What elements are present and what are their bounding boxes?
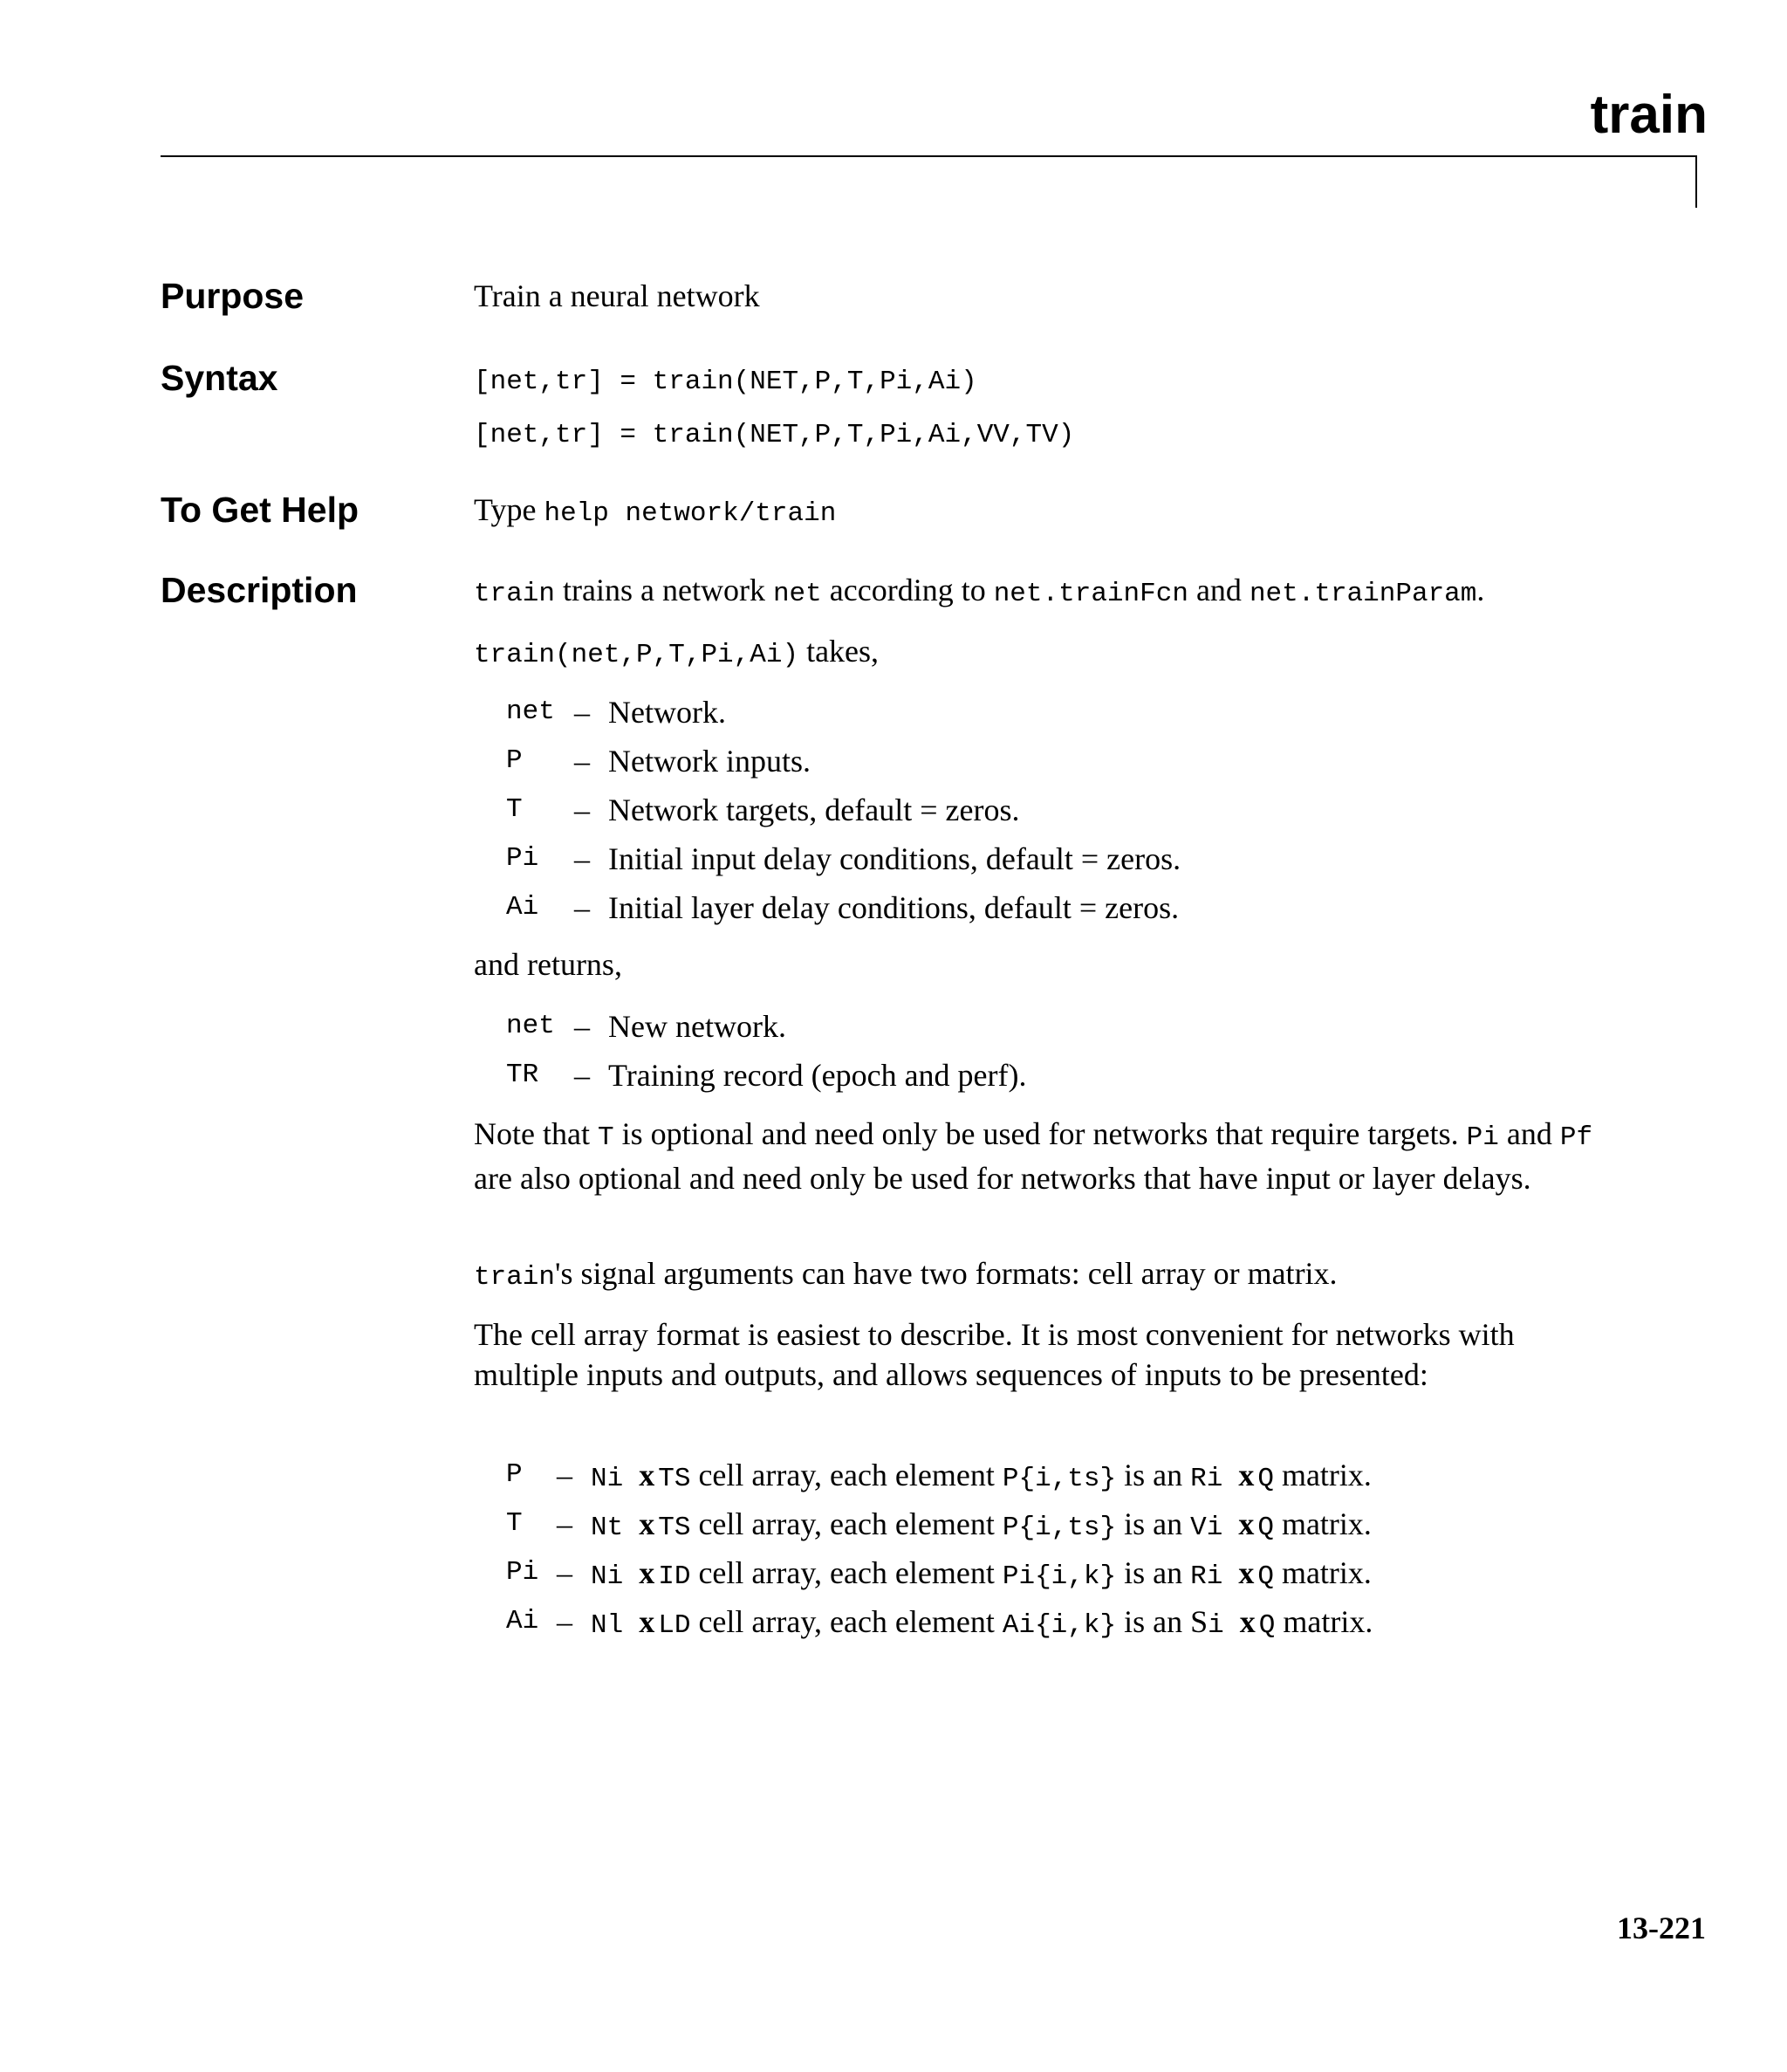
cell-end: matrix. [1283, 1604, 1373, 1639]
times-sign: x [639, 1604, 655, 1639]
text: and [1498, 1116, 1560, 1151]
cell-elem: Pi{i,k} [1002, 1561, 1117, 1592]
cell-isan: is an [1124, 1506, 1183, 1541]
cell-r1-serif: S [1190, 1604, 1208, 1639]
cell-mid: cell array, each element [698, 1458, 995, 1492]
times-sign: x [639, 1458, 655, 1492]
code-pi: Pi [1466, 1122, 1499, 1153]
syntax-line-2: [net,tr] = train(NET,P,T,Pi,Ai,VV,TV) [474, 420, 1075, 450]
cell-r2: Q [1257, 1561, 1274, 1592]
cell-isan: is an [1124, 1555, 1183, 1590]
cell-name: Ai [506, 1606, 539, 1636]
cell-dim1: Nt [591, 1513, 624, 1543]
text: according to [821, 573, 994, 607]
cell-r2: Q [1257, 1513, 1274, 1543]
arg-name: Pi [506, 843, 539, 874]
cell-elem: P{i,ts} [1002, 1513, 1117, 1543]
cell-elem: Ai{i,k} [1002, 1610, 1117, 1641]
arg-desc: Network targets, default = zeros. [608, 792, 1020, 827]
arg-dash: – [574, 744, 590, 779]
cell-end: matrix. [1281, 1555, 1372, 1590]
help-heading: To Get Help [161, 490, 359, 530]
code-t: T [597, 1122, 614, 1153]
cell-dash: – [557, 1506, 572, 1541]
times-sign: x [1238, 1458, 1255, 1492]
arg-desc: Initial input delay conditions, default = zeros. [608, 841, 1181, 876]
arg-name: T [506, 794, 523, 825]
arg-dash: – [574, 890, 590, 925]
cell-dash: – [557, 1458, 572, 1492]
arg-dash: – [574, 792, 590, 827]
arg-name: net [506, 696, 555, 727]
cell-end: matrix. [1281, 1458, 1372, 1492]
arg-desc: Initial layer delay conditions, default = zeros. [608, 890, 1180, 925]
times-sign: x [639, 1555, 655, 1590]
return-dash: – [574, 1058, 590, 1093]
text: are also optional and need only be used for networks that have input or layer delays. [474, 1161, 1531, 1196]
page-title: train [1590, 85, 1708, 145]
cell-dim1: Nl [591, 1610, 624, 1641]
cell-name: P [506, 1459, 523, 1490]
cell-name: T [506, 1508, 523, 1539]
help-prefix: Type [474, 492, 537, 527]
cell-end: matrix. [1281, 1506, 1372, 1541]
text: . [1476, 573, 1485, 607]
text: is optional and need only be used for networks that require targets. [613, 1116, 1467, 1151]
purpose-text: Train a neural network [474, 278, 760, 313]
header-rule [161, 155, 1697, 157]
cell-isan: is an [1124, 1458, 1183, 1492]
text: Note that [474, 1116, 598, 1151]
syntax-heading: Syntax [161, 358, 278, 398]
return-desc: New network. [608, 1009, 786, 1044]
arg-name: P [506, 745, 523, 776]
return-name: net [506, 1011, 555, 1041]
times-sign: x [1238, 1506, 1255, 1541]
cell-r2: Q [1258, 1610, 1276, 1641]
text: takes, [798, 634, 880, 669]
cell-r1: i [1208, 1610, 1224, 1641]
cell-array-intro: The cell array format is easiest to describe. It is most convenient for networks with multiple inputs and outputs, and allows sequences of inputs to be presented: [474, 1317, 1515, 1392]
cell-isan: is an [1124, 1604, 1183, 1639]
cell-name: Pi [506, 1557, 539, 1588]
text: and [1188, 573, 1250, 607]
code-train: train [474, 579, 556, 609]
cell-dash: – [557, 1604, 572, 1639]
cell-dim2: TS [658, 1464, 691, 1494]
purpose-heading: Purpose [161, 276, 305, 316]
cell-mid: cell array, each element [698, 1604, 995, 1639]
cell-r1: Ri [1190, 1561, 1223, 1592]
times-sign: x [639, 1506, 655, 1541]
cell-r2: Q [1257, 1464, 1274, 1494]
code-train-call: train(net,P,T,Pi,Ai) [474, 640, 799, 670]
returns-label: and returns, [474, 947, 622, 982]
return-desc: Training record (epoch and perf). [608, 1058, 1027, 1093]
help-command: help network/train [544, 498, 837, 529]
arg-dash: – [574, 695, 590, 730]
cell-dim1: Ni [591, 1561, 624, 1592]
cell-dim2: LD [658, 1610, 691, 1641]
note-paragraph [474, 1114, 1626, 1198]
page-number: 13-221 [1617, 1911, 1706, 1945]
description-line-1 [474, 570, 1484, 614]
cell-elem: P{i,ts} [1002, 1464, 1117, 1494]
cell-dim2: TS [658, 1513, 691, 1543]
code-train: train [474, 1262, 556, 1293]
cell-dim1: Ni [591, 1464, 624, 1494]
return-dash: – [574, 1009, 590, 1044]
arg-dash: – [574, 841, 590, 876]
arg-desc: Network inputs. [608, 744, 811, 779]
code-trainparam: net.trainParam [1249, 579, 1477, 609]
times-sign: x [1238, 1555, 1255, 1590]
cell-r1: Ri [1190, 1464, 1223, 1494]
cell-mid: cell array, each element [698, 1555, 995, 1590]
cell-dash: – [557, 1555, 572, 1590]
arg-name: Ai [506, 892, 539, 923]
takes-line [474, 631, 879, 676]
code-pf: Pf [1559, 1122, 1593, 1153]
help-text [474, 490, 836, 534]
description-heading: Description [161, 570, 358, 610]
text: trains a network [555, 573, 773, 607]
return-name: TR [506, 1060, 539, 1090]
cell-mid: cell array, each element [698, 1506, 995, 1541]
code-net: net [772, 579, 822, 609]
header-rule-tick [1695, 155, 1697, 208]
text: 's signal arguments can have two formats: cell array or matrix. [555, 1256, 1338, 1291]
formats-line [474, 1253, 1338, 1298]
syntax-line-1: [net,tr] = train(NET,P,T,Pi,Ai) [474, 367, 977, 397]
arg-desc: Network. [608, 695, 726, 730]
cell-dim2: ID [658, 1561, 691, 1592]
code-trainfcn: net.trainFcn [993, 579, 1188, 609]
cell-r1: Vi [1190, 1513, 1223, 1543]
times-sign: x [1239, 1604, 1256, 1639]
